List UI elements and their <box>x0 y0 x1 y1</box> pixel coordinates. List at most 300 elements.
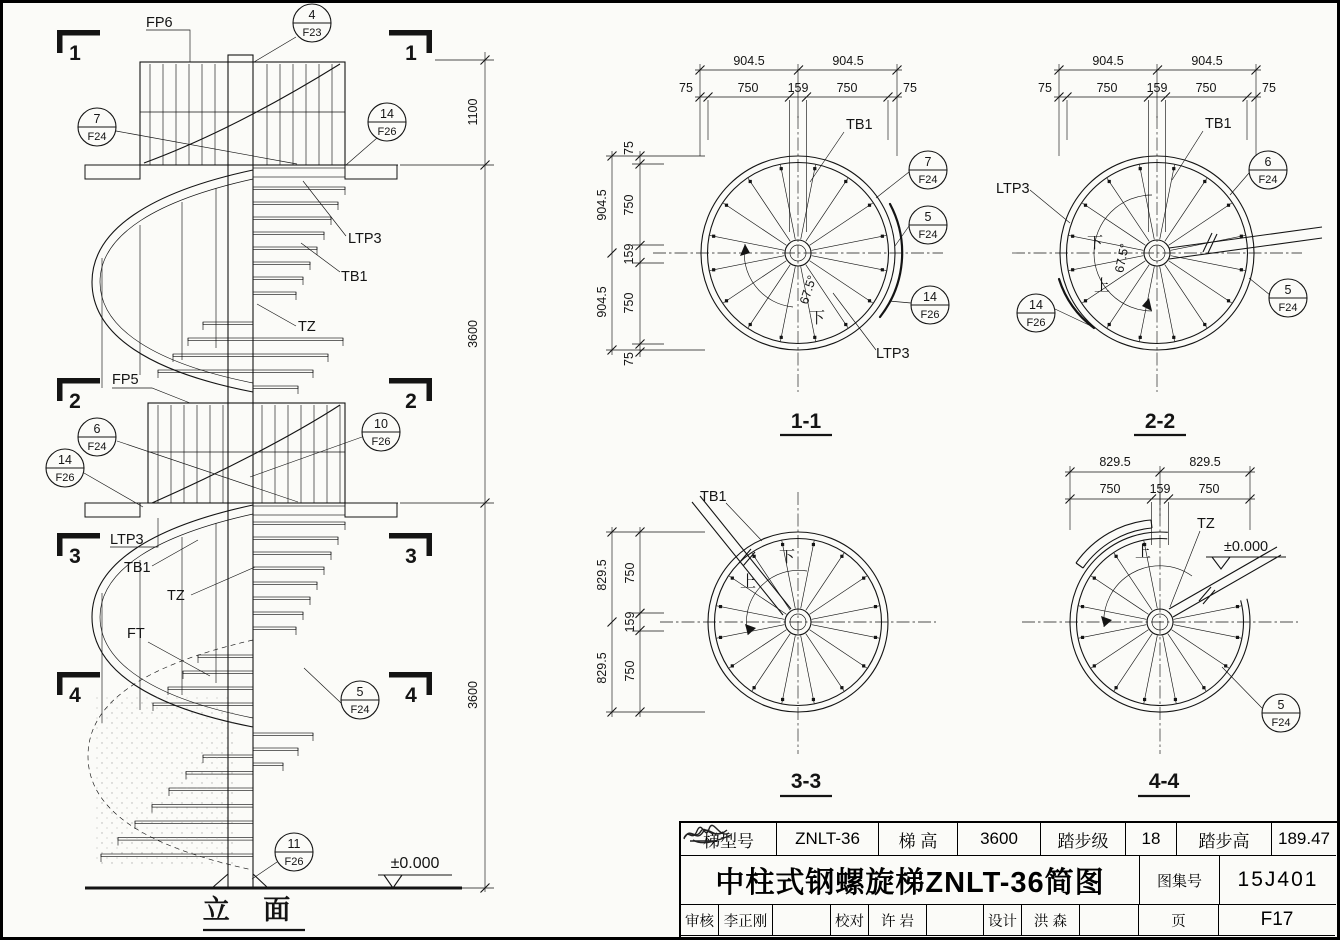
role-label: 审核 <box>681 905 719 936</box>
detail-callout-p2a <box>1249 151 1287 189</box>
drawing-rect <box>1240 235 1243 238</box>
p22-dim: 75 <box>1262 81 1276 95</box>
callout-number: 14 <box>58 453 72 467</box>
p11-dim: 904.5 <box>595 189 609 221</box>
p22-ltp3: LTP3 <box>996 181 1030 197</box>
drawing-line <box>1139 165 1154 240</box>
drawing-line <box>723 261 786 303</box>
drawing-path <box>92 170 253 392</box>
drawing-rect <box>1115 555 1118 558</box>
drawing-rect <box>253 354 328 357</box>
drawing-rect <box>253 627 296 630</box>
drawing-line <box>1079 606 1147 619</box>
drawing-rect <box>253 567 324 570</box>
p22-down: 下 <box>1086 235 1104 252</box>
callout-number: 14 <box>1029 298 1043 312</box>
level-mark: ±0.000 <box>390 855 440 872</box>
drawing-line <box>801 165 816 240</box>
p11-dim: 750 <box>622 194 636 216</box>
role-name: 许 岩 <box>869 905 927 936</box>
drawing-line <box>1165 178 1207 241</box>
elevation-view <box>85 55 462 888</box>
drawing-polygon <box>740 244 750 256</box>
drawing-rect <box>1108 323 1111 326</box>
drawing-rect <box>844 180 847 183</box>
drawing-path <box>144 64 340 163</box>
drawing-rect <box>85 165 140 179</box>
callout-number: 5 <box>1284 283 1292 297</box>
drawing-line <box>782 636 795 704</box>
drawing-line <box>710 256 785 271</box>
label-ltp3: LTP3 <box>348 231 382 247</box>
callout-number: 5 <box>356 685 364 699</box>
label-tz: TZ <box>167 588 185 604</box>
role-name: 洪 森 <box>1022 905 1080 936</box>
callout-sheet: F23 <box>302 27 322 39</box>
drawing-rect <box>1139 167 1142 170</box>
section-3-right: 3 <box>405 545 417 568</box>
drawing-path <box>1030 190 1070 223</box>
drawing-rect <box>1172 336 1175 339</box>
drawing-rect <box>1236 636 1239 639</box>
drawing-rect <box>1203 180 1206 183</box>
drawing-rect <box>749 323 752 326</box>
callout-sheet: F26 <box>371 436 391 448</box>
drawing-line <box>801 541 814 609</box>
drawing-line <box>1174 606 1242 619</box>
signature <box>1080 905 1139 936</box>
dim-1100: 1100 <box>466 98 480 126</box>
drawing-rect <box>1227 204 1230 207</box>
p11-dim: 75 <box>679 81 693 95</box>
drawing-rect <box>780 336 783 339</box>
detail-callout-e6 <box>46 449 84 487</box>
drawing-rect <box>1081 636 1084 639</box>
drawing-rect <box>253 612 303 615</box>
p11-dim: 750 <box>622 292 636 314</box>
drawing-rect <box>1236 605 1239 608</box>
p44-dim: 750 <box>1099 482 1121 496</box>
drawing-rect <box>168 687 253 690</box>
label-fp6: FP6 <box>146 15 173 31</box>
field-label: 梯型号 <box>681 823 777 856</box>
drawing-rect <box>1224 664 1227 667</box>
dim-3600: 3600 <box>466 320 480 348</box>
drawing-line <box>780 165 795 240</box>
callout-number: 6 <box>1264 155 1272 169</box>
p22-tb1: TB1 <box>1205 116 1232 132</box>
drawing-rect <box>844 323 847 326</box>
drawing-path <box>100 179 253 383</box>
role-name: 李正刚 <box>719 905 773 936</box>
drawing-rect <box>781 543 784 546</box>
callout-number: 4 <box>308 8 316 22</box>
drawing-rect <box>253 537 338 540</box>
section-2-right: 2 <box>405 390 417 413</box>
callout-number: 5 <box>1277 698 1285 712</box>
drawing-rect <box>389 30 432 36</box>
p22-up: 上 <box>1093 278 1111 295</box>
section-3-left: 3 <box>69 545 81 568</box>
drawing-path <box>148 642 210 676</box>
drawing-line <box>801 636 814 704</box>
drawing-rect <box>1071 235 1074 238</box>
p44-dim: 159 <box>1149 482 1171 496</box>
p33-tb1: TB1 <box>700 489 727 505</box>
callout-sheet: F24 <box>87 441 107 453</box>
p11-dim: 75 <box>622 352 636 366</box>
drawing-path <box>303 181 346 236</box>
drawing-line <box>1171 256 1246 271</box>
detail-callout-p1c <box>911 286 949 324</box>
section-4-left: 4 <box>69 684 81 707</box>
drawing-line <box>1069 235 1144 250</box>
plan-circle <box>660 492 936 754</box>
field-label: 梯 高 <box>879 823 958 856</box>
field-label: 踏步级 <box>1041 823 1126 856</box>
label-fp5: FP5 <box>112 372 139 388</box>
p11-angle: 67.5° <box>797 273 820 306</box>
detail-callouts <box>46 4 1307 871</box>
p22-dim: 159 <box>1146 81 1168 95</box>
drawing-rect <box>253 597 310 600</box>
drawing-line <box>806 178 848 241</box>
drawing-line <box>780 267 795 342</box>
drawing-polygon <box>1101 616 1112 627</box>
field-value: 18 <box>1126 823 1177 856</box>
drawing-rect <box>57 533 100 539</box>
drawing-rect <box>813 336 816 339</box>
drawing-path <box>212 874 268 888</box>
drawing-rect <box>1084 299 1087 302</box>
drawing-rect <box>427 30 433 53</box>
drawing-rect <box>712 235 715 238</box>
drawing-line <box>748 265 790 328</box>
drawing-path <box>112 388 190 403</box>
drawing-rect <box>173 354 253 357</box>
p22-dim: 75 <box>1038 81 1052 95</box>
detail-callout-e5 <box>362 413 400 451</box>
drawing-line <box>1160 267 1175 342</box>
atlas-number: 15J401 <box>1220 856 1336 905</box>
p44-tz: TZ <box>1197 516 1215 532</box>
drawing-rect <box>427 533 433 556</box>
drawing-line <box>810 203 873 245</box>
drawing-rect <box>725 299 728 302</box>
drawing-rect <box>57 672 100 678</box>
drawing-rect <box>731 664 734 667</box>
callout-sheet: F26 <box>920 309 940 321</box>
drawing-rect <box>253 386 298 389</box>
drawing-line <box>812 235 887 250</box>
drawing-rect <box>183 671 253 674</box>
drawing-path <box>152 405 340 503</box>
field-value: 3600 <box>958 823 1041 856</box>
section-1-left: 1 <box>69 42 81 65</box>
callout-sheet: F24 <box>350 704 370 716</box>
title-block <box>679 821 1337 937</box>
drawing-rect <box>881 235 884 238</box>
callout-sheet: F26 <box>1026 317 1046 329</box>
p11-dim: 750 <box>737 81 759 95</box>
drawing-rect <box>1227 299 1230 302</box>
drawing-path <box>257 304 296 326</box>
drawing-line <box>717 606 785 619</box>
p11-dim: 904.5 <box>595 286 609 318</box>
drawing-path <box>1170 531 1200 607</box>
p11-dim: 75 <box>622 141 636 155</box>
p44-dim: 829.5 <box>1099 455 1131 469</box>
drawing-rect <box>731 577 734 580</box>
p11-tb1: TB1 <box>846 117 873 133</box>
callout-sheet: F26 <box>55 472 75 484</box>
plan-views <box>653 116 1322 754</box>
drawing-polygon <box>1142 298 1152 311</box>
role-label: 设计 <box>984 905 1022 936</box>
section-4-right: 4 <box>405 684 417 707</box>
drawing-line <box>810 261 873 303</box>
detail-callout-e2 <box>78 108 116 146</box>
drawing-rect <box>712 268 715 271</box>
text-labels <box>69 15 1276 925</box>
drawing-rect <box>1108 180 1111 183</box>
label-tb1: TB1 <box>124 560 151 576</box>
drawing-rect <box>57 378 100 384</box>
drawing-rect <box>1081 605 1084 608</box>
drawing-rect <box>253 733 313 736</box>
drawing-rect <box>253 292 296 295</box>
drawing-rect <box>253 232 324 235</box>
p11-ltp3: LTP3 <box>876 346 910 362</box>
p11-dim: 75 <box>903 81 917 95</box>
drawing-rect <box>862 664 865 667</box>
callout-number: 11 <box>287 837 301 851</box>
drawing-path <box>1249 278 1270 295</box>
drawing-rect <box>253 506 345 515</box>
p33-title: 3-3 <box>790 770 822 793</box>
p33-down: 下 <box>778 549 796 566</box>
drawing-rect <box>345 503 397 517</box>
section-1-right: 1 <box>405 42 417 65</box>
drawing-rect <box>725 204 728 207</box>
dimension-lines <box>400 52 1261 893</box>
drawing-line <box>1091 630 1148 668</box>
drawing-line <box>806 553 844 610</box>
callout-sheet: F26 <box>377 126 397 138</box>
drawing-rect <box>57 533 63 556</box>
drawing-rect <box>198 655 253 658</box>
detail-callout-e7 <box>341 681 379 719</box>
p22-dim: 904.5 <box>1092 54 1124 68</box>
detail-callout-p4a <box>1262 694 1300 732</box>
drawing-rect <box>389 672 432 678</box>
drawing-rect <box>1139 336 1142 339</box>
drawing-line <box>810 630 867 668</box>
drawing-rect <box>1174 698 1177 701</box>
drawing-rect <box>881 268 884 271</box>
callout-number: 14 <box>380 107 394 121</box>
drawing-rect <box>840 555 843 558</box>
drawing-rect <box>780 167 783 170</box>
p44-up: 上 <box>1134 544 1152 561</box>
drawing-rect <box>389 533 432 539</box>
drawing-path <box>1055 309 1091 326</box>
drawing-line <box>1079 625 1147 638</box>
drawing-rect <box>140 62 345 165</box>
callout-number: 5 <box>924 210 932 224</box>
drawing-path <box>378 875 452 888</box>
section-markers <box>57 30 432 695</box>
drawing-path <box>252 862 277 879</box>
drawing-title: 中柱式钢螺旋梯ZNLT-36简图 <box>681 856 1140 905</box>
drawing-rect <box>1143 698 1146 701</box>
drawing-rect <box>188 338 253 341</box>
p33-dim: 750 <box>623 562 637 584</box>
drawing-line <box>1169 203 1232 245</box>
section-2-left: 2 <box>69 390 81 413</box>
drawing-rect <box>862 577 865 580</box>
drawing-rect <box>253 338 343 341</box>
drawing-rect <box>57 672 63 695</box>
signature <box>927 905 984 936</box>
drawing-line <box>729 630 786 668</box>
drawing-rect <box>874 636 877 639</box>
callout-sheet: F26 <box>284 856 304 868</box>
p22-dim: 750 <box>1096 81 1118 95</box>
drawing-rect <box>253 582 317 585</box>
field-label: 踏步高 <box>1177 823 1272 856</box>
drawing-rect <box>1172 167 1175 170</box>
drawing-rect <box>1240 268 1243 271</box>
drawing-path <box>304 668 341 703</box>
drawing-rect <box>812 698 815 701</box>
drawing-polygon <box>745 624 756 635</box>
callout-number: 6 <box>93 422 101 436</box>
callout-sheet: F24 <box>918 229 938 241</box>
page-number: F17 <box>1219 905 1335 936</box>
detail-callout-e3 <box>368 103 406 141</box>
label-ft: FT <box>127 626 145 642</box>
label-ltp3: LTP3 <box>110 532 144 548</box>
drawing-path <box>191 567 255 595</box>
drawing-path <box>1059 279 1094 328</box>
plan-circle <box>1022 492 1298 754</box>
detail-callout-p2b <box>1269 279 1307 317</box>
callout-sheet: F24 <box>1278 302 1298 314</box>
p11-down: 下 <box>808 310 826 327</box>
p22-dim: 904.5 <box>1191 54 1223 68</box>
drawing-rect <box>389 378 432 384</box>
drawing-rect <box>1203 323 1206 326</box>
p33-dim: 829.5 <box>595 559 609 591</box>
drawing-rect <box>1084 204 1087 207</box>
drawing-rect <box>253 763 283 766</box>
drawing-rect <box>345 165 397 179</box>
detail-callout-e8 <box>275 833 313 871</box>
drawing-rect <box>1093 577 1096 580</box>
drawing-rect <box>1093 664 1096 667</box>
drawing-line <box>806 634 844 691</box>
drawing-path <box>84 473 143 507</box>
drawing-path <box>116 131 297 164</box>
drawing-rect <box>253 522 345 525</box>
label-tz: TZ <box>298 319 316 335</box>
p22-title: 2-2 <box>1144 410 1176 433</box>
p11-title: 1-1 <box>790 410 822 433</box>
drawing-path <box>692 496 791 615</box>
callout-sheet: F24 <box>1271 717 1291 729</box>
atlas-label: 图集号 <box>1140 856 1220 905</box>
drawing-rect <box>253 277 303 280</box>
drawing-path <box>152 540 198 566</box>
p11-dim: 750 <box>836 81 858 95</box>
drawing-rect <box>781 698 784 701</box>
drawing-line <box>1172 630 1229 668</box>
drawing-rect <box>427 672 433 695</box>
role-label: 校对 <box>831 905 869 936</box>
p33-dim: 159 <box>623 611 637 633</box>
drawing-rect <box>1071 268 1074 271</box>
drawing-path <box>889 301 911 303</box>
drawing-path <box>346 138 377 165</box>
p33-dim: 750 <box>623 660 637 682</box>
drawing-rect <box>427 378 433 401</box>
drawing-rect <box>812 543 815 546</box>
drawing-line <box>812 606 880 619</box>
drawing-rect <box>253 748 298 751</box>
p22-dim: 750 <box>1195 81 1217 95</box>
drawing-rect <box>253 187 345 190</box>
drawing-rect <box>874 605 877 608</box>
drawing-rect <box>253 370 313 373</box>
detail-callout-e1 <box>293 4 331 42</box>
p33-up: 上 <box>739 574 757 591</box>
drawing-rect <box>753 686 756 689</box>
drawing-line <box>1160 165 1175 240</box>
drawing-path <box>876 172 909 198</box>
field-value: 189.47 <box>1272 823 1336 856</box>
drawing-line <box>748 178 790 241</box>
field-value: ZNLT-36 <box>777 823 879 856</box>
detail-callout-p2c <box>1017 294 1055 332</box>
drawing-path <box>254 37 296 62</box>
drawing-rect <box>753 555 756 558</box>
drawing-rect <box>85 503 140 517</box>
drawing-line <box>1091 576 1148 614</box>
signature <box>773 905 831 936</box>
p11-dim: 904.5 <box>733 54 765 68</box>
drawing-line <box>1165 265 1207 328</box>
drawing-rect <box>840 686 843 689</box>
detail-callout-e4 <box>78 418 116 456</box>
drawing-line <box>812 625 880 638</box>
callout-sheet: F24 <box>1258 174 1278 186</box>
drawing-line <box>812 256 887 271</box>
drawing-rect <box>253 168 345 177</box>
drawing-rect <box>813 167 816 170</box>
callout-number: 10 <box>374 417 388 431</box>
drawing-rect <box>253 217 331 220</box>
drawing-polygon <box>93 697 233 866</box>
drawing-line <box>1168 634 1206 691</box>
label-tb1: TB1 <box>341 269 368 285</box>
drawing-rect <box>1202 686 1205 689</box>
drawing-path <box>146 30 190 62</box>
p33-dim: 829.5 <box>595 652 609 684</box>
drawing-rect <box>719 636 722 639</box>
p11-dim: 159 <box>787 81 809 95</box>
drawing-rect <box>57 378 63 401</box>
